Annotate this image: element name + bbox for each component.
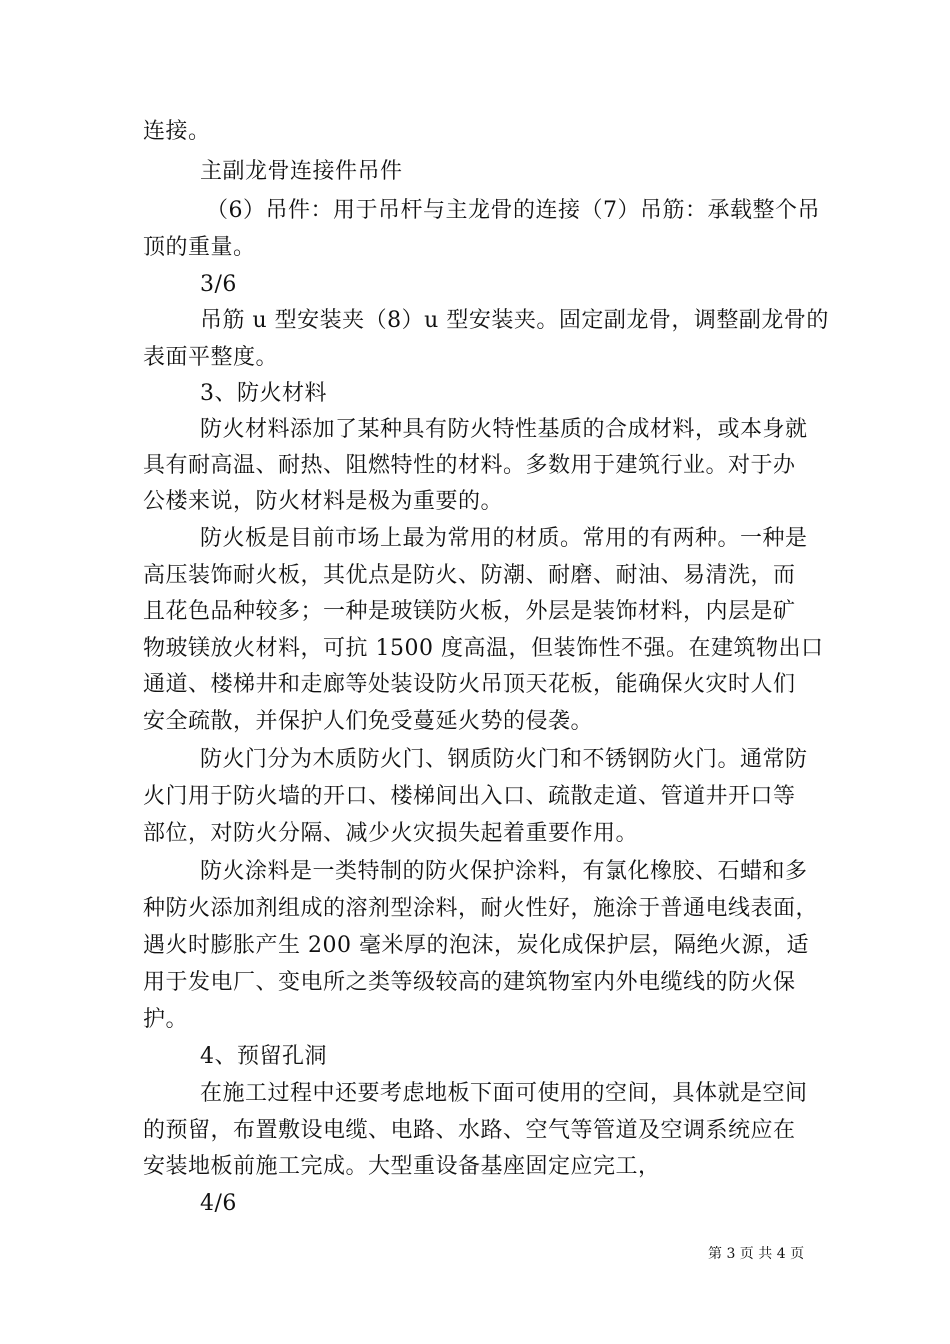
text-line: 防火板是目前市场上最为常用的材质。常用的有两种。一种是 <box>200 526 808 551</box>
text-line: 安全疏散，并保护人们免受蔓延火势的侵袭。 <box>143 709 594 734</box>
text-line: 安装地板前施工完成。大型重设备基座固定应完工， <box>143 1154 661 1179</box>
section-heading: 3、防火材料 <box>200 381 327 406</box>
text-line: 在施工过程中还要考虑地板下面可使用的空间，具体就是空间 <box>200 1081 808 1106</box>
text-line: 防火门分为木质防火门、钢质防火门和不锈钢防火门。通常防 <box>200 747 808 772</box>
section-heading: 4、预留孔洞 <box>200 1044 327 1069</box>
text-line: 表面平整度。 <box>143 345 279 370</box>
text-line: 种防火添加剂组成的溶剂型涂料，耐火性好，施涂于普通电线表面， <box>143 896 819 921</box>
text-line: （6）吊件：用于吊杆与主龙骨的连接（7）吊筋：承载整个吊 <box>206 198 820 223</box>
page-marker: 4/6 <box>200 1191 237 1216</box>
text-line: 公楼来说，防火材料是极为重要的。 <box>143 489 504 514</box>
text-line: 具有耐高温、耐热、阻燃特性的材料。多数用于建筑行业。对于办 <box>143 453 796 478</box>
text-line: 主副龙骨连接件吊件 <box>200 159 403 184</box>
text-line: 的预留，布置敷设电缆、电路、水路、空气等管道及空调系统应在 <box>143 1118 796 1143</box>
text-line: 通道、楼梯井和走廊等处装设防火吊顶天花板，能确保火灾时人们 <box>143 672 796 697</box>
text-line: 用于发电厂、变电所之类等级较高的建筑物室内外电缆线的防火保 <box>143 970 796 995</box>
page-marker: 3/6 <box>200 272 237 297</box>
text-line: 防火涂料是一类特制的防火保护涂料，有氯化橡胶、石蜡和多 <box>200 859 808 884</box>
text-line: 护。 <box>143 1007 189 1032</box>
text-line: 物玻镁放火材料，可抗 1500 度高温，但装饰性不强。在建筑物出口 <box>143 636 824 661</box>
text-line: 部位，对防火分隔、减少火灾损失起着重要作用。 <box>143 821 639 846</box>
text-line: 且花色品种较多；一种是玻镁防火板，外层是装饰材料，内层是矿 <box>143 599 796 624</box>
text-line: 连接。 <box>143 119 211 144</box>
text-line: 火门用于防火墙的开口、楼梯间出入口、疏散走道、管道井开口等 <box>143 784 796 809</box>
text-line: 遇火时膨胀产生 200 毫米厚的泡沫，炭化成保护层，隔绝火源，适 <box>143 933 809 958</box>
text-line: 顶的重量。 <box>143 235 256 260</box>
page-footer: 第 3 页 共 4 页 <box>708 1246 805 1262</box>
text-line: 吊筋 u 型安装夹（8）u 型安装夹。固定副龙骨，调整副龙骨的 <box>200 308 829 333</box>
text-line: 防火材料添加了某种具有防火特性基质的合成材料，或本身就 <box>200 417 808 442</box>
text-line: 高压装饰耐火板，其优点是防火、防潮、耐磨、耐油、易清洗，而 <box>143 563 796 588</box>
